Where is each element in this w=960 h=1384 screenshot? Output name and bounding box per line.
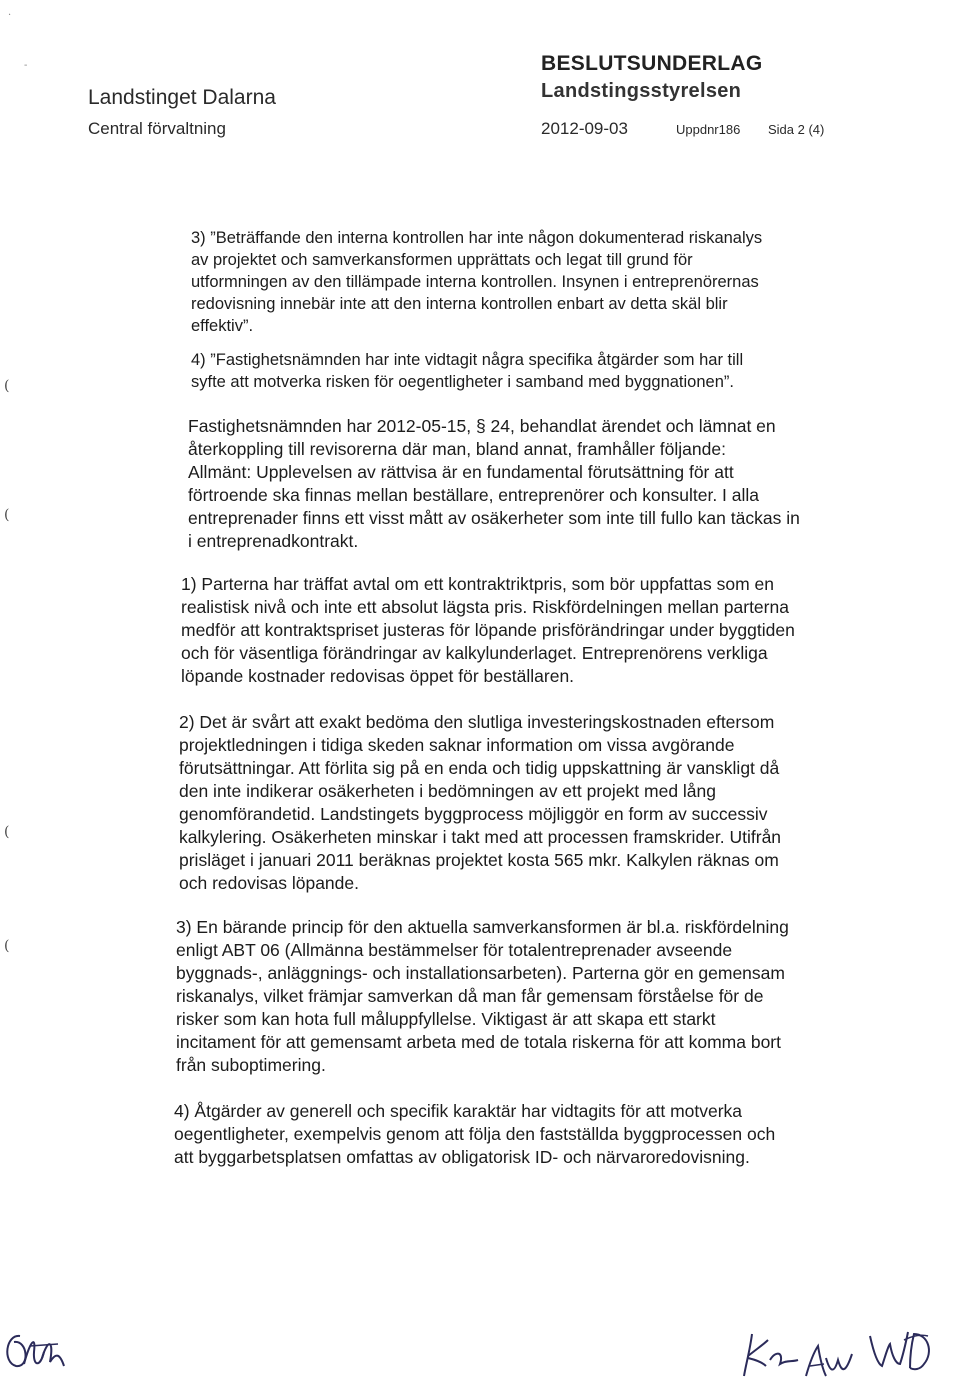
text-line: redovisning innebär inte att den interna kontrollen enbart av detta skäl blir <box>191 295 728 313</box>
text-line: 4) ”Fastighetsnämnden har inte vidtagit några specifika åtgärder som har till <box>191 351 744 369</box>
text-line: och för väsentliga förändringar av kalkylunderlaget. Entreprenörens verkliga <box>181 643 768 663</box>
text-line: 2) Det är svårt att exakt bedöma den slutliga investeringskostnaden eftersom <box>179 712 775 732</box>
margin-mark: ( <box>4 507 10 523</box>
department-name: Central förvaltning <box>88 119 226 138</box>
text-line: riskanalys, vilket främjar samverkan då man får gemensam förståelse för de <box>176 986 764 1006</box>
text-line: 3) En bärande princip för den aktuella samverkansformen är bl.a. riskfördelning <box>176 917 789 937</box>
initials-signature-wd <box>864 1324 936 1380</box>
text-line: 1) Parterna har träffat avtal om ett kontraktriktpris, som bör uppfattas som en <box>181 574 774 594</box>
text-line: den inte indikerar osäkerheten i bedömningen av ett projekt med lång <box>179 781 717 801</box>
text-line: 3) ”Beträffande den interna kontrollen har inte någon dokumenterad riskanalys <box>191 229 763 247</box>
text-line: projektledningen i tidiga skeden saknar information om vissa avgörande <box>179 735 735 755</box>
text-line: förtroende ska finnas mellan beställare, entreprenörer och konsulter. I alla <box>188 485 760 505</box>
text-line: realistisk nivå och inte ett absolut lägsta pris. Riskfördelningen mellan parterna <box>181 597 789 617</box>
text-line: Fastighetsnämnden har 2012-05-15, § 24, behandlat ärendet och lämnat en <box>188 416 776 436</box>
initials-signature-left <box>0 1322 70 1378</box>
reference-number: Uppdnr186 <box>676 122 741 137</box>
text-line: oegentligheter, exempelvis genom att följa den fastställda byggprocessen och <box>174 1124 776 1144</box>
text-line: syfte att motverka risken för oegentligheter i samband med byggnationen”. <box>191 373 734 391</box>
initials-signature-aw <box>800 1338 860 1382</box>
scan-speck: - <box>24 60 28 71</box>
text-line: av projektet och samverkansformen upprättats och legat till grund för <box>191 251 693 269</box>
text-line: byggnads-, anläggnings- och installationsarbeten). Parterna gör en gemensam <box>176 963 785 983</box>
text-line: att byggarbetsplatsen omfattas av obligatorisk ID- och närvaroredovisning. <box>174 1147 750 1167</box>
organization-name: Landstinget Dalarna <box>88 86 276 109</box>
scan-speck: · <box>8 10 12 21</box>
text-line: prisläget i januari 2011 beräknas projektet kosta 565 mkr. Kalkylen räknas om <box>179 850 779 870</box>
text-line: förutsättningar. Att förlita sig på en enda och tidig uppskattning är vanskligt då <box>179 758 780 778</box>
text-line: risker som kan hota full måluppfyllelse. Viktigast är att skapa ett starkt <box>176 1009 716 1029</box>
margin-mark: ( <box>4 378 10 394</box>
board-name: Landstingsstyrelsen <box>541 80 742 102</box>
initials-signature-kl <box>736 1330 800 1380</box>
document-type: BESLUTSUNDERLAG <box>541 52 763 75</box>
text-line: enligt ABT 06 (Allmänna bestämmelser för totalentreprenader avseende <box>176 940 733 960</box>
text-line: incitament för att gemensamt arbeta med de totala riskerna för att komma bort <box>176 1032 781 1052</box>
text-line: kalkylering. Osäkerheten minskar i takt med att processen framskrider. Utifrån <box>179 827 782 847</box>
text-line: och redovisas löpande. <box>179 873 359 893</box>
text-line: i entreprenadkontrakt. <box>188 531 359 551</box>
text-line: från suboptimering. <box>176 1055 326 1075</box>
text-line: genomförandetid. Landstingets byggprocess möjliggör en form av successiv <box>179 804 768 824</box>
text-line: medför att kontraktspriset justeras för löpande prisförändringar under byggtiden <box>181 620 795 640</box>
text-line: återkoppling till revisorerna där man, bland annat, framhåller följande: <box>188 439 726 459</box>
document-date: 2012-09-03 <box>541 119 628 138</box>
text-line: 4) Åtgärder av generell och specifik karaktär har vidtagits för att motverka <box>174 1101 743 1121</box>
text-line: entreprenader finns ett visst mått av osäkerheter som inte till fullo kan täckas in <box>188 508 800 528</box>
text-line: löpande kostnader redovisas öppet för beställaren. <box>181 666 575 686</box>
margin-mark: ( <box>4 938 10 954</box>
text-line: utformningen av den tillämpade interna kontrollen. Insynen i entreprenörernas <box>191 273 759 291</box>
text-line: Allmänt: Upplevelsen av rättvisa är en fundamental förutsättning för att <box>188 462 734 482</box>
text-line: effektiv”. <box>191 317 254 335</box>
margin-mark: ( <box>4 824 10 840</box>
page-number: Sida 2 (4) <box>768 122 825 137</box>
